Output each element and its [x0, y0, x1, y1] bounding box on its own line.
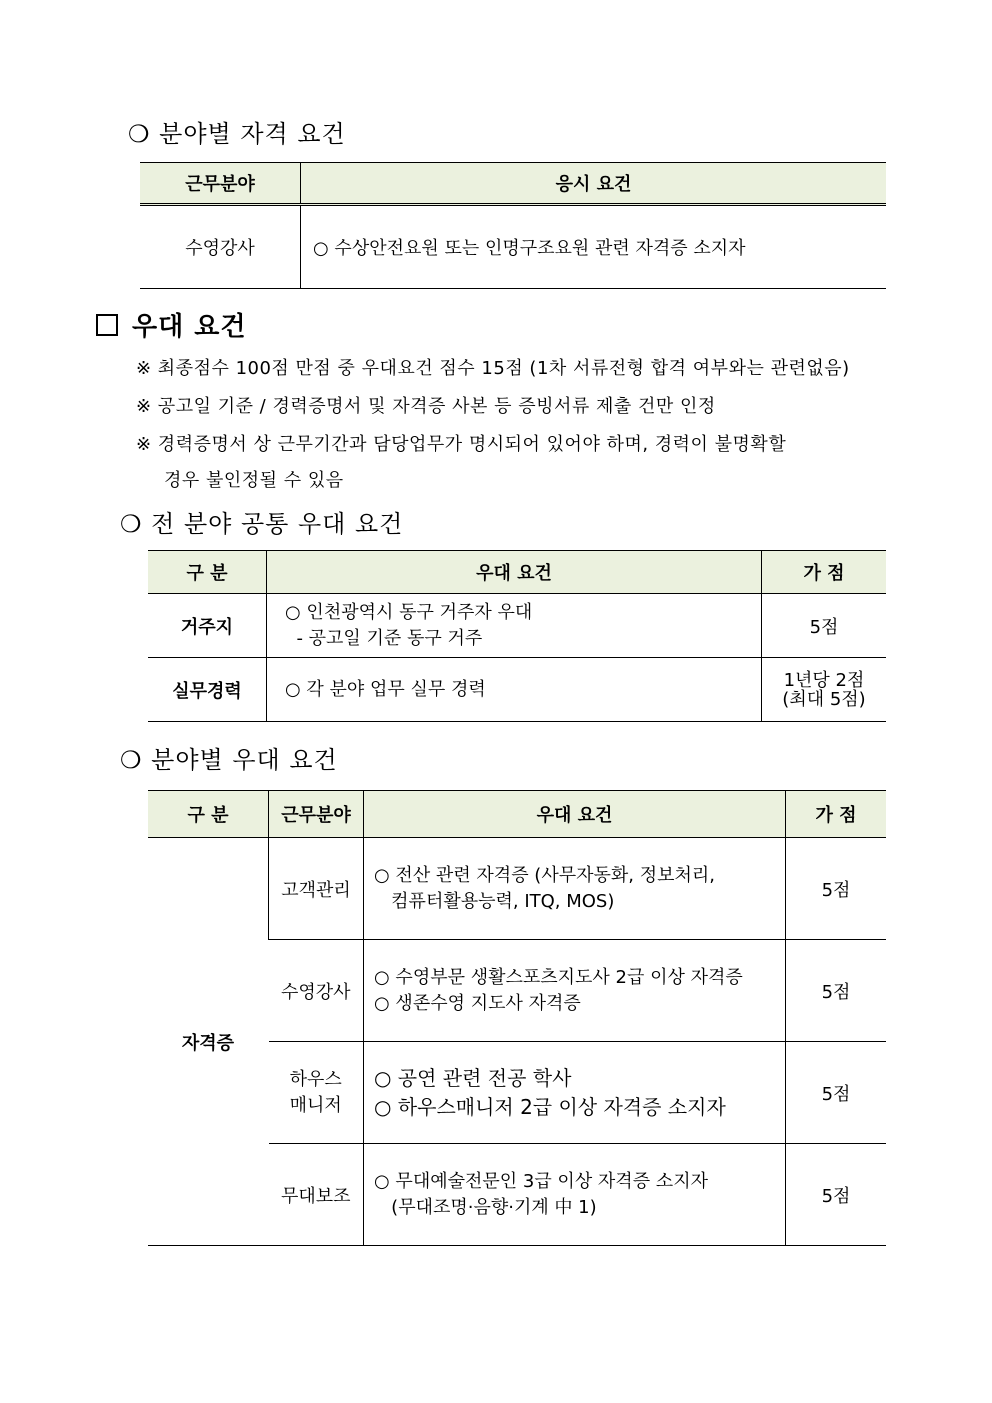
row-points: 5점 [786, 1042, 887, 1144]
preference-line: - 공고일 기준 동구 거주 [285, 627, 483, 649]
header-preference: 우대 요건 [267, 551, 762, 594]
preference-line: ○ 수영부문 생활스포츠지도사 2급 이상 자격증 [374, 966, 743, 988]
note-3-continuation: 경우 불인정될 수 있음 [164, 470, 344, 491]
row-points: 5점 [786, 1144, 887, 1246]
row-field: 고객관리 [269, 838, 364, 940]
row-points: 5점 [786, 940, 887, 1042]
row-preference [364, 1042, 786, 1144]
row-field [269, 1042, 364, 1144]
field-line: 하우스 [289, 1068, 342, 1090]
header-field: 근무분야 [140, 163, 301, 205]
row-points [762, 658, 887, 722]
row-category: 실무경력 [148, 658, 267, 722]
row-category: 거주지 [148, 594, 267, 658]
field-requirements-table [140, 162, 886, 289]
preference-heading [96, 306, 247, 343]
section-title-field-requirements: ❍ 분야별 자격 요건 [128, 120, 346, 148]
preference-line: ○ 인천광역시 동구 거주자 우대 [285, 601, 533, 623]
table-row [148, 838, 886, 940]
row-preference [267, 594, 762, 658]
preference-line: ○ 각 분야 업무 실무 경력 [285, 678, 486, 700]
header-category: 구 분 [148, 791, 269, 838]
points-line: 1년당 2점 [783, 669, 865, 691]
table-header-row [140, 163, 886, 205]
checkbox-square-icon [96, 314, 118, 336]
byfield-preference-table [148, 790, 886, 1246]
row-preference [267, 658, 762, 722]
row-preference [364, 940, 786, 1042]
row-points: 5점 [762, 594, 887, 658]
row-field: 수영강사 [269, 940, 364, 1042]
row-points: 5점 [786, 838, 887, 940]
header-category: 구 분 [148, 551, 267, 594]
preference-line: ○ 전산 관련 자격증 (사무자동화, 정보처리, [374, 864, 715, 886]
section-title-common: ❍ 전 분야 공통 우대 요건 [120, 510, 404, 538]
table-header-row [148, 791, 886, 838]
header-points: 가 점 [762, 551, 887, 594]
note-3: ※ 경력증명서 상 근무기간과 담당업무가 명시되어 있어야 하며, 경력이 불명확할 [136, 434, 787, 455]
row-preference [364, 1144, 786, 1246]
table-row [148, 658, 886, 722]
header-requirement: 응시 요건 [301, 163, 887, 205]
preference-line: (무대조명·음향·기계 中 1) [374, 1196, 597, 1218]
header-field: 근무분야 [269, 791, 364, 838]
table-row [148, 594, 886, 658]
field-line: 매니저 [289, 1094, 342, 1116]
table-header-row [148, 551, 886, 594]
table-row [140, 205, 886, 289]
category-cell: 자격증 [148, 838, 269, 1246]
row-preference [364, 838, 786, 940]
points-line: (최대 5점) [782, 688, 866, 710]
header-preference: 우대 요건 [364, 791, 786, 838]
row-field: 수영강사 [140, 205, 301, 289]
header-points: 가 점 [786, 791, 887, 838]
note-2: ※ 공고일 기준 / 경력증명서 및 자격증 사본 등 증빙서류 제출 건만 인정 [136, 396, 716, 417]
preference-line: ○ 무대예술전문인 3급 이상 자격증 소지자 [374, 1170, 708, 1192]
note-1: ※ 최종점수 100점 만점 중 우대요건 점수 15점 (1차 서류전형 합격 여부와는 관련없음) [136, 358, 850, 379]
section-title-byfield: ❍ 분야별 우대 요건 [120, 746, 338, 774]
preference-line: ○ 생존수영 지도사 자격증 [374, 992, 581, 1014]
preference-line: ○ 하우스매니저 2급 이상 자격증 소지자 [374, 1094, 726, 1119]
common-preference-table [148, 550, 886, 722]
preference-line: ○ 공연 관련 전공 학사 [374, 1065, 572, 1090]
preference-title: 우대 요건 [132, 312, 247, 342]
preference-line: 컴퓨터활용능력, ITQ, MOS) [374, 890, 615, 912]
row-field: 무대보조 [269, 1144, 364, 1246]
row-requirement: ○ 수상안전요원 또는 인명구조요원 관련 자격증 소지자 [301, 205, 887, 289]
